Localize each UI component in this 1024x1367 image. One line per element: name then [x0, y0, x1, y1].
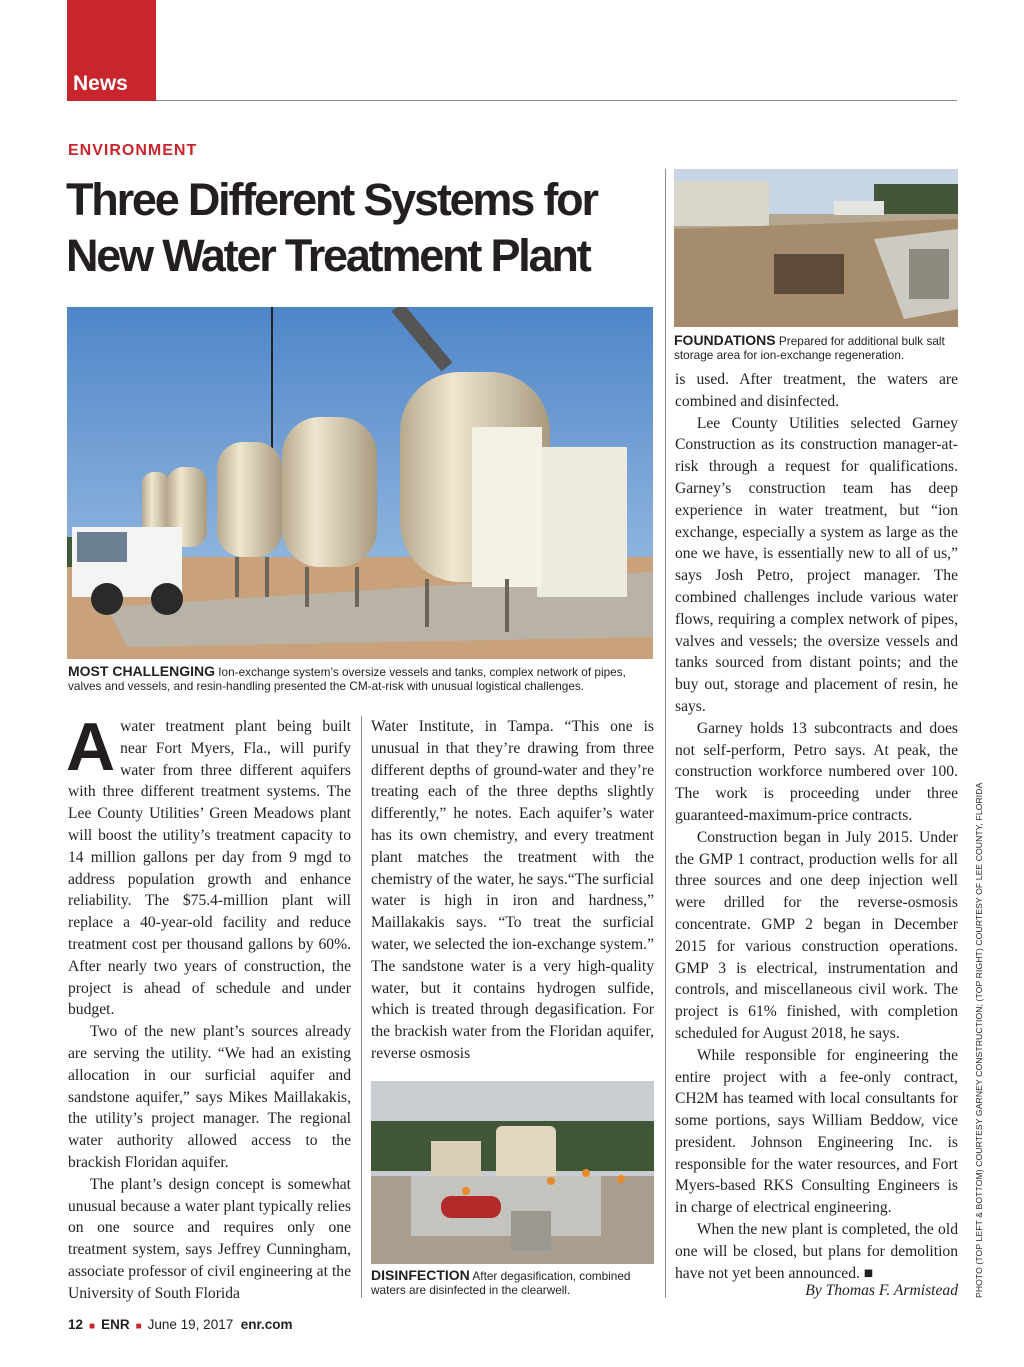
page-number: 12 [68, 1317, 84, 1332]
caption-lead: DISINFECTION [371, 1267, 470, 1283]
photo-credit: PHOTO (TOP LEFT & BOTTOM) COURTESY GARNEY CONSTRUCTION; (TOP RIGHT) COURTESY OF LEE COUNTY, FLORIDA [974, 782, 984, 1298]
header-rule [156, 100, 957, 101]
disinfection-caption [371, 1268, 656, 1297]
publication-name: ENR [101, 1317, 130, 1332]
body-paragraph: When the new plant is completed, the old one will be closed, but plans for demolition have not yet been announced. ■ [675, 1221, 958, 1282]
body-column-2 [371, 716, 654, 1065]
main-photo-caption [68, 664, 658, 693]
page-footer: 12 ■ ENR ■ June 19, 2017 enr.com [68, 1317, 293, 1332]
caption-text: After degasification, combined waters are disinfected in the clearwell. [371, 1269, 631, 1297]
section-tab-label: News [73, 72, 128, 95]
body-paragraph: Water Institute, in Tampa. “This one is unusual in that they’re drawing from three different depths of ground-water and they’re treating each of the three depths slightly differently,” he notes. Each aquifer’s water has its own chemistry, and every treatment plant matches the treatment with the chemistry of the water, he says.“The surficial water is high in iron and hardness,” Maillakakis says. “To treat the surficial water, we selected the ion-exchange system.” The sandstone water is a very high-quality water, but it contains hydrogen sulfide, which is treated through degasification. For the brackish water from the Floridan aquifer, reverse osmosis [371, 718, 654, 1062]
body-paragraph: The plant’s design concept is somewhat unusual because a water plant typically relies on one source and requires only one treatment system, says Jeffrey Cunningham, associate professor of civil engineering at the University of South Florida [68, 1175, 351, 1302]
caption-text: Prepared for additional bulk salt storage area for ion-exchange regeneration. [674, 334, 945, 362]
byline: By Thomas F. Armistead [805, 1282, 958, 1299]
website: enr.com [240, 1317, 293, 1332]
foundations-photo [674, 169, 958, 327]
body-column-1 [66, 709, 351, 1305]
main-photo [67, 307, 653, 659]
body-paragraph: Garney holds 13 subcontracts and does not self-perform, Petro says. At peak, the construction workforce numbered over 100. The work is proceeding under three guaranteed-maximum-price contracts. [675, 719, 958, 824]
headline: Three Different Systems for New Water Treatment Plant [66, 174, 597, 281]
body-paragraph: Awater treatment plant being built near Fort Myers, Fla., will purify water from three different aquifers with three different treatment systems. The Lee County Utilities’ Green Meadows plant will boost the utility’s treatment capacity to 14 million gallons per day from 9 mgd to address population growth and enhance reliability. The $75.4-million plant will replace a 40-year-old facility and reduce treatment cost per thousand gallons by 60%. After nearly two years of construction, the project is ahead of schedule and under budget. [66, 709, 351, 1019]
foundations-caption [674, 333, 960, 362]
body-paragraph: is used. After treatment, the waters are combined and disinfected. [675, 371, 958, 410]
caption-lead: MOST CHALLENGING [68, 663, 215, 679]
column-rule [665, 169, 666, 1298]
body-column-3 [675, 369, 958, 1284]
body-paragraph: Two of the new plant’s sources already are serving the utility. “We had an existing allocation in our surficial aquifer and sandstone aquifer,” says Mikes Maillakakis, the utility’s project manager. The regional water authority allowed access to the brackish Floridan aquifer. [68, 1023, 351, 1171]
issue-date: June 19, 2017 [147, 1317, 234, 1332]
disinfection-photo [371, 1081, 654, 1264]
caption-lead: FOUNDATIONS [674, 332, 776, 348]
section-tab [67, 0, 156, 101]
body-paragraph: Lee County Utilities selected Garney Construction as its construction manager-at-risk through a request for qualifications. Garney’s construction team has deep experience in water treatment, but “ion exchange, especially a system as large as the one we have, is essentially new to all of us,” says Josh Petro, project manager. The combined challenges include various water flows, requiring a complex network of pipes, valves and vessels; the oversize vessels and tanks sourced from distant points; and the buy out, storage and placement of resin, he says. [675, 414, 958, 715]
drop-cap: A [66, 709, 116, 785]
body-paragraph: While responsible for engineering the entire project with a fee-only contract, CH2M has teamed with local consultants for some portions, says William Beddow, vice president. Johnson Engineering Inc. is responsible for the water resources, and Fort Myers-based RKS Consulting Engineers is in charge of electrical engineering. [675, 1046, 958, 1217]
column-rule [361, 716, 362, 1298]
caption-text: Ion-exchange system’s oversize vessels and tanks, complex network of pipes, valves and vessels, and resin-handling presented the CM-at-risk with unusual logistical challenges. [68, 665, 626, 693]
body-paragraph: Construction began in July 2015. Under the GMP 1 contract, production wells for all three sources and one deep injection well were drilled for the reverse-osmosis concentrate. GMP 2 began in December 2015 for various construction operations. GMP 3 is electrical, instrumentation and controls, and miscellaneous civil work. The project is 61% finished, with completion scheduled for August 2018, he says. [675, 828, 958, 1042]
category-label: ENVIRONMENT [68, 142, 198, 159]
